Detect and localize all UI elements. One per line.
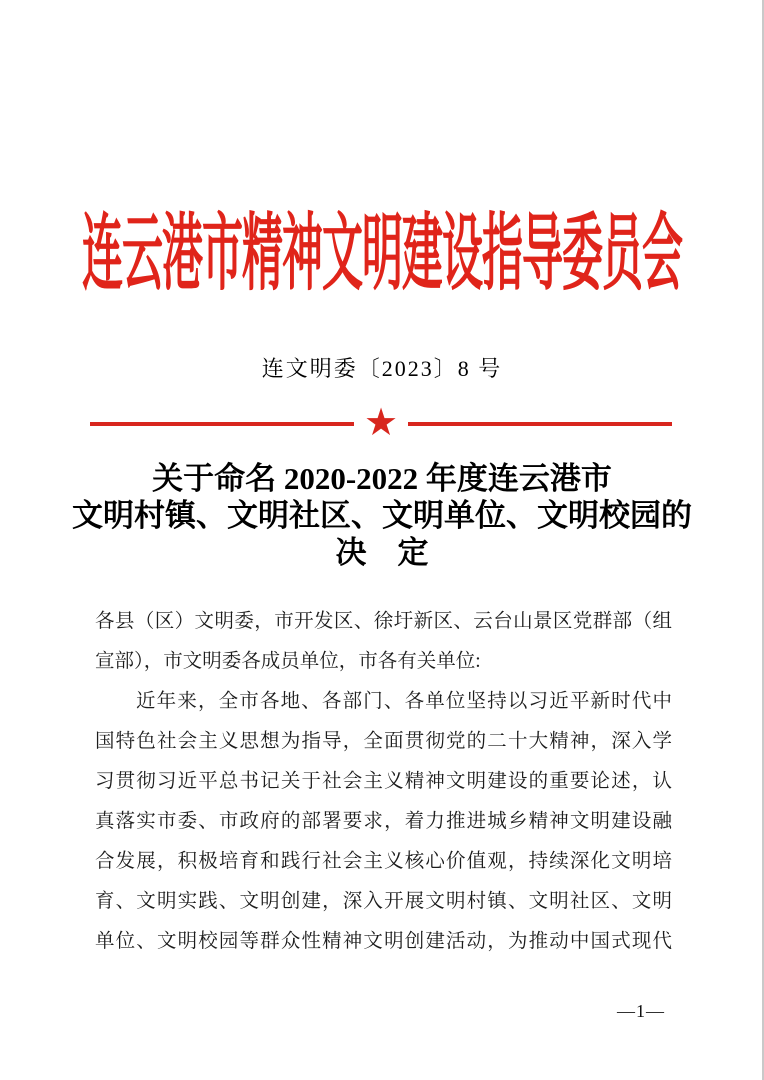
body-line: 国特色社会主义思想为指导，全面贯彻党的二十大精神，深入学 bbox=[95, 731, 672, 752]
star-icon: ★ bbox=[363, 402, 399, 444]
body-line: 宣部），市文明委各成员单位，市各有关单位: bbox=[95, 651, 481, 672]
title-line-1: 关于命名 2020-2022 年度连云港市 bbox=[152, 461, 612, 496]
doc-reference-number: 连文明委〔2023〕8 号 bbox=[261, 356, 503, 381]
body-line: 近年来，全市各地、各部门、各单位坚持以习近平新时代中 bbox=[136, 691, 672, 712]
divider-rule-right bbox=[408, 422, 672, 426]
body-line: 各县（区）文明委，市开发区、徐圩新区、云台山景区党群部（组 bbox=[95, 611, 672, 632]
page-number: —1— bbox=[617, 1001, 665, 1021]
divider-rule-left bbox=[90, 422, 354, 426]
body-line: 单位、文明校园等群众性精神文明创建活动，为推动中国式现代 bbox=[95, 931, 672, 952]
body-line: 真落实市委、市政府的部署要求，着力推进城乡精神文明建设融 bbox=[95, 811, 672, 832]
body-line: 合发展，积极培育和践行社会主义核心价值观，持续深化文明培 bbox=[95, 851, 672, 872]
title-line-2: 文明村镇、文明社区、文明单位、文明校园的 bbox=[72, 498, 692, 533]
star-divider bbox=[90, 404, 672, 444]
title-line-3: 决 定 bbox=[335, 535, 429, 570]
document-title bbox=[0, 460, 764, 571]
body-line: 习贯彻习近平总书记关于社会主义精神文明建设的重要论述，认 bbox=[95, 771, 672, 792]
body-line: 育、文明实践、文明创建，深入开展文明村镇、文明社区、文明 bbox=[95, 891, 672, 912]
committee-name: 连云港市精神文明建设指导委员会 bbox=[82, 205, 682, 301]
body-text bbox=[95, 602, 672, 962]
red-header-masthead bbox=[0, 205, 764, 301]
